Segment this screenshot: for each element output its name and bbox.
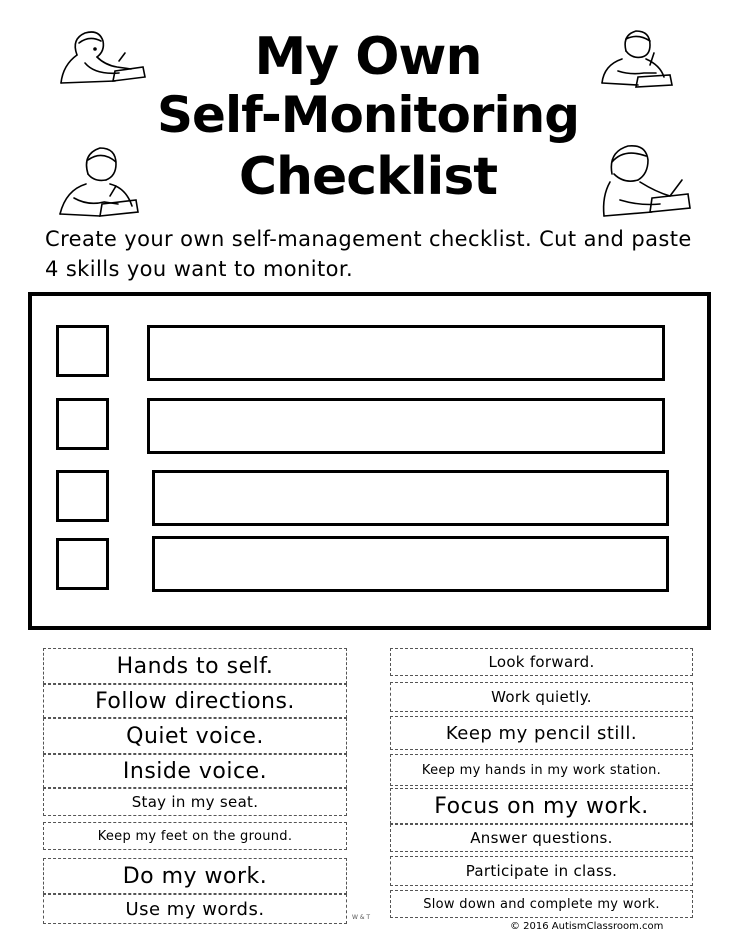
skill-strip[interactable]: Follow directions.: [43, 684, 347, 718]
title-line-2: Self-Monitoring: [157, 86, 579, 144]
checkbox-1[interactable]: [56, 325, 109, 377]
checkbox-3[interactable]: [56, 470, 109, 522]
copyright-text: © 2016 AutismClassroom.com: [510, 921, 664, 932]
skill-strip[interactable]: Participate in class.: [390, 856, 693, 886]
skill-paste-line-3: [152, 470, 669, 526]
instructions-text: Create your own self-management checklist. Cut and paste 4 skills you want to monitor.: [45, 227, 692, 281]
checkbox-2[interactable]: [56, 398, 109, 450]
student-writing-icon: [598, 25, 676, 91]
skill-paste-line-2: [147, 398, 665, 454]
skill-strip[interactable]: Keep my hands in my work station.: [390, 754, 693, 786]
skill-strip[interactable]: Stay in my seat.: [43, 788, 347, 816]
skill-strip[interactable]: Inside voice.: [43, 754, 347, 788]
student-writing-icon: [52, 140, 144, 222]
student-writing-icon: [600, 140, 694, 222]
checkbox-4[interactable]: [56, 538, 109, 590]
student-writing-icon: [55, 25, 147, 87]
skill-paste-line-1: [147, 325, 665, 381]
skill-strip[interactable]: Look forward.: [390, 648, 693, 676]
tiny-mark: W & T: [352, 914, 371, 921]
title-line-1: My Own: [254, 27, 482, 87]
skill-strip[interactable]: Focus on my work.: [390, 788, 693, 824]
skill-strip[interactable]: Use my words.: [43, 894, 347, 924]
skill-strip[interactable]: Answer questions.: [390, 824, 693, 852]
skill-strip[interactable]: Do my work.: [43, 858, 347, 894]
title-line-3: Checklist: [238, 147, 498, 207]
skill-strip[interactable]: Quiet voice.: [43, 718, 347, 754]
skill-strip[interactable]: Keep my feet on the ground.: [43, 822, 347, 850]
skill-strip[interactable]: Slow down and complete my work.: [390, 890, 693, 918]
skill-strip[interactable]: Keep my pencil still.: [390, 716, 693, 750]
skill-strip[interactable]: Work quietly.: [390, 682, 693, 712]
skill-strip[interactable]: Hands to self.: [43, 648, 347, 684]
skill-paste-line-4: [152, 536, 669, 592]
